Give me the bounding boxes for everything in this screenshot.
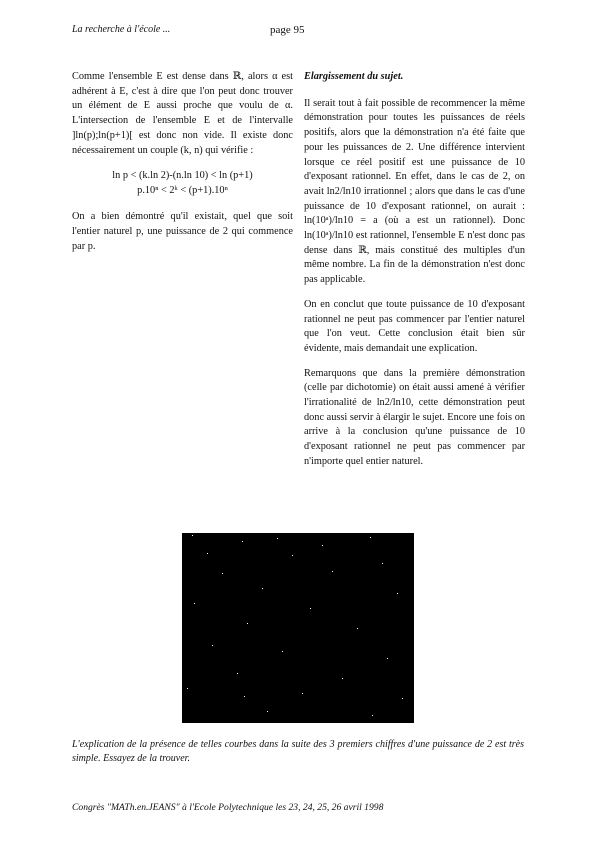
running-title: La recherche à l'école ... [72, 24, 171, 35]
figure-dot [342, 678, 343, 679]
right-paragraph-1: Il serait tout à fait possible de recommencer la même démonstration pour toutes les puissances de réels positifs, alors que la démonstration n'a été faite que pour les puissances de 2. Une différence intervient lorsque ce réel positif est une puissance de 10 d'exposant rationnel. En effet, dans le cas de 2, on avait ln2/ln10 irrationnel ; alors que dans le cas d'une puissance de 10 d'exposant rationnel, on aurait : ln(10ᵃ)/ln10 = a (où a est un rationnel). Donc ln(10ᵃ)/ln10 est rationnel, l'ensemble E n'est donc pas dense dans ℝ, mais constitué des multiples d'un même nombre. La fin de la démonstration n'est donc pas applicable. [304, 97, 525, 286]
section-heading: Elargissement du sujet. [304, 71, 404, 82]
figure-dot [267, 711, 268, 712]
figure-dot [242, 541, 243, 542]
formula-line-2: p.10ⁿ < 2ᵏ < (p+1).10ⁿ [137, 185, 228, 197]
figure-dot [370, 537, 371, 538]
left-paragraph-1: Comme l'ensemble E est dense dans ℝ, alors α est adhérent à E, c'est à dire que l'on peut donc trouver un élément de E aussi proche que voulu de α. L'intersection de l'ensemble E et de l'intervalle ]ln(p);ln(p+1)[ est donc non vide. Il existe donc nécessairement un couple (k, n) qui vérifie : [72, 71, 293, 156]
figure-dot [262, 588, 263, 589]
figure-dot [282, 651, 283, 652]
formula-line-1: ln p < (k.ln 2)-(n.ln 10) < ln (p+1) [112, 170, 253, 182]
figure-dot [187, 688, 188, 689]
figure-dot [192, 535, 193, 536]
page-number: page 95 [270, 24, 305, 36]
figure-dot [207, 553, 208, 554]
figure-dot [397, 593, 398, 594]
figure-dot [247, 623, 248, 624]
figure-dot [244, 696, 245, 697]
page-footer: Congrès "MATh.en.JEANS" à l'Ecole Polytechnique les 23, 24, 25, 26 avril 1998 [72, 802, 384, 813]
figure-dot [372, 715, 373, 716]
figure-dot [387, 658, 388, 659]
figure-dot [194, 603, 195, 604]
right-paragraph-3: Remarquons que dans la première démonstration (celle par dichotomie) on était aussi amené à vérifier l'irrationalité de ln2/ln10, cette démonstration peut donc aussi servir à élargir le sujet. Encore une fois on arrive à la conclusion qu'une puissance de 10 d'exposant rationnel ne peut pas commencer par n'importe quel entier naturel. [304, 367, 525, 467]
figure-dot [402, 698, 403, 699]
right-column [304, 70, 525, 480]
figure-dot [357, 628, 358, 629]
figure-dot [322, 545, 323, 546]
figure-dot [292, 555, 293, 556]
right-paragraph-2: On en conclut que toute puissance de 10 d'exposant rationnel ne peut pas commencer par l'entier naturel que l'on veut. Cette conclusion était bien sûr évidente, mais demandait une explication. [304, 298, 525, 354]
figure-dot [237, 673, 238, 674]
figure-dot [332, 571, 333, 572]
figure-caption: L'explication de la présence de telles courbes dans la suite des 3 premiers chiffres d'une puissance de 2 est très simple. Essayez de la trouver. [72, 739, 524, 764]
left-paragraph-2: On a bien démontré qu'il existait, quel que soit l'entier naturel p, une puissance de 2 qui commence par p. [72, 211, 293, 252]
figure-dot [277, 538, 278, 539]
figure-dot [302, 693, 303, 694]
figure-dot [212, 645, 213, 646]
formula-block [72, 168, 293, 198]
figure-dot [310, 608, 311, 609]
figure-dot [382, 563, 383, 564]
dot-plot-figure [182, 533, 414, 723]
figure-dot [222, 573, 223, 574]
left-column [72, 70, 293, 264]
